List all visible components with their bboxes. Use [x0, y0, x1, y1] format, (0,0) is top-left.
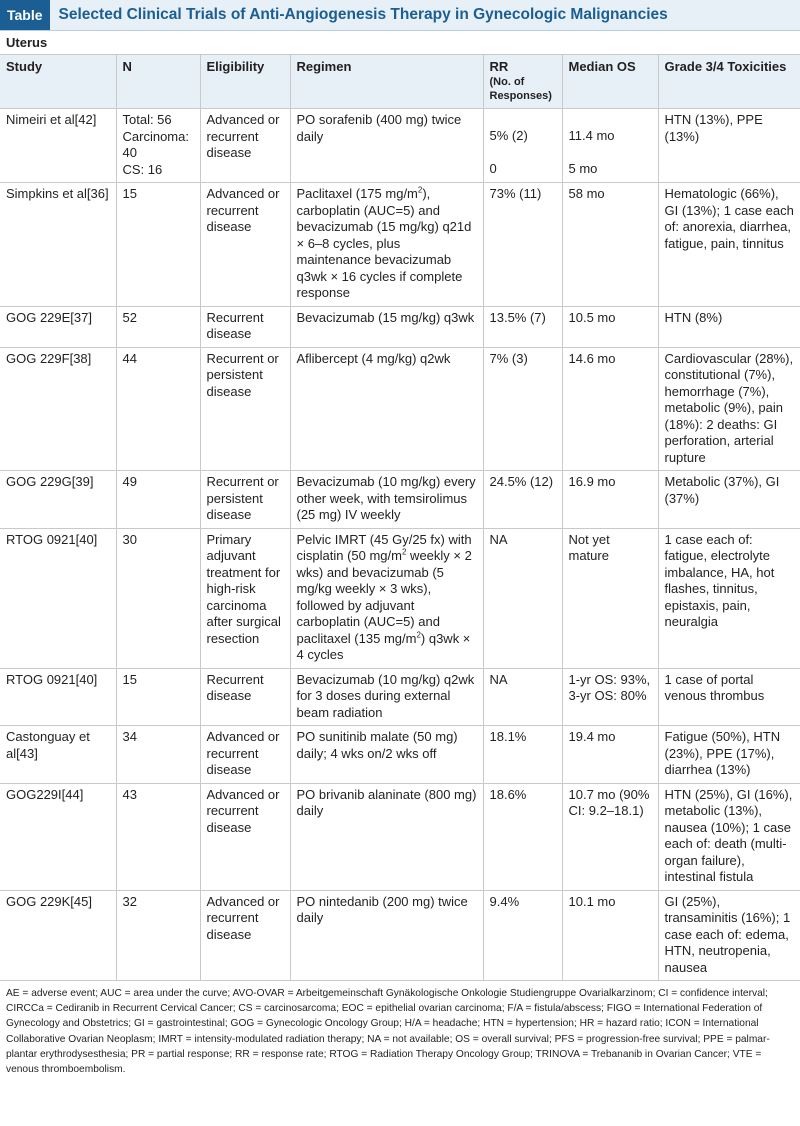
col-header-n: N [116, 55, 200, 109]
cell-rr: 9.4% [483, 890, 562, 981]
table-row [0, 890, 800, 981]
cell-n: 52 [116, 306, 200, 347]
col-header-eligibility: Eligibility [200, 55, 290, 109]
superscript: 2 [417, 185, 423, 195]
cell-os-cs: 5 mo [568, 160, 598, 176]
cell-n: 32 [116, 890, 200, 981]
cell-eligibility: Advanced or recurrent disease [200, 109, 290, 183]
cell-regimen: Aflibercept (4 mg/kg) q2wk [290, 347, 483, 471]
cell-regimen [290, 528, 483, 668]
cell-rr-cs: 0 [489, 160, 497, 176]
cell-eligibility: Recurrent or persistent disease [200, 471, 290, 529]
cell-tox: Fatigue (50%), HTN (23%), PPE (17%), diarrhea (13%) [658, 726, 800, 784]
cell-os-carcinoma: 11.4 mo [568, 128, 615, 143]
regimen-text: Paclitaxel (175 mg/m [296, 186, 418, 201]
cell-study: Simpkins et al[36] [0, 183, 116, 307]
cell-n: 15 [116, 668, 200, 726]
col-header-os: Median OS [562, 55, 658, 109]
col-header-rr [483, 55, 562, 109]
cell-rr: NA [483, 668, 562, 726]
cell-regimen: PO sunitinib malate (50 mg) daily; 4 wks on/2 wks off [290, 726, 483, 784]
cell-n: 15 [116, 183, 200, 307]
table-row [0, 306, 800, 347]
cell-study: GOG 229F[38] [0, 347, 116, 471]
cell-n: 34 [116, 726, 200, 784]
cell-eligibility: Recurrent or persistent disease [200, 347, 290, 471]
cell-os: Not yet mature [562, 528, 658, 668]
cell-tox: HTN (25%), GI (16%), metabolic (13%), nausea (10%); 1 case each of: death (multi-organ failure), intestinal fistula [658, 783, 800, 890]
cell-n: 43 [116, 783, 200, 890]
cell-study: GOG 229G[39] [0, 471, 116, 529]
cell-rr: 7% (3) [483, 347, 562, 471]
table-title-bar [0, 0, 800, 31]
cell-os: 10.1 mo [562, 890, 658, 981]
cell-eligibility: Recurrent disease [200, 306, 290, 347]
abbreviations-footnote: AE = adverse event; AUC = area under the curve; AVO-OVAR = Arbeitgemeinschaft Gynäkologische Onkologie Studiengruppe Ovarialkarzinom; CI = confidence interval; CIRCCa = Cediranib in Recurrent Cervical Cancer; CS = carcinosarcoma; EOC = epithelial ovarian carcinoma; F/A = fistula/abscess; FIGO = International Federation of Gynecology and Obstetrics; GI = gastrointestinal; GOG = Gynecologic Oncology Group; H/A = headache; HTN = hypertension; HR = hazard ratio; ICON = International Collaborative Ovarian Neoplasm; IMRT = intensity-modulated radiation therapy; NA = not available; OS = overall survival; PFS = progression-free survival; PPE = palmar-plantar erythrodysesthesia; PR = partial response; RR = response rate; RTOG = Radiation Therapy Oncology Group; TRINOVA = Trebananib in Ovarian Cancer; VTE = venous thromboembolism. [6, 988, 770, 1076]
col-header-study: Study [0, 55, 116, 109]
table-row [0, 471, 800, 529]
cell-n-cs: CS: 16 [122, 161, 163, 177]
table-row [0, 783, 800, 890]
trials-table [0, 55, 800, 981]
table-row [0, 109, 800, 183]
cell-study: GOG229I[44] [0, 783, 116, 890]
regimen-text: ), carboplatin (AUC=5) and bevacizumab (15 mg/kg) q21d × 6–8 cycles, plus maintenance bevacizumab q3wk × 16 cycles if complete response [296, 186, 472, 300]
cell-tox: 1 case of portal venous thrombus [658, 668, 800, 726]
cell-os-3yr: 3-yr OS: 80% [568, 688, 647, 703]
regimen-text: ) q3wk × 4 cycles [296, 630, 471, 662]
cell-os: 14.6 mo [562, 347, 658, 471]
cell-tox: HTN (13%), PPE (13%) [658, 109, 800, 183]
cell-os: 10.5 mo [562, 306, 658, 347]
table-header-row [0, 55, 800, 109]
superscript: 2 [416, 630, 421, 640]
cell-n [116, 109, 200, 183]
cell-tox: 1 case each of: fatigue, electrolyte imbalance, HA, hot flashes, tinnitus, epistaxis, pain, neuralgia [658, 528, 800, 668]
cell-rr-carcinoma: 5% (2) [489, 128, 528, 143]
cell-rr: 24.5% (12) [483, 471, 562, 529]
cell-os [562, 668, 658, 726]
regimen-text: Pelvic IMRT (45 Gy/25 fx) with cisplatin (50 mg/m [296, 531, 472, 563]
cell-n: 30 [116, 528, 200, 668]
cell-regimen: Bevacizumab (15 mg/kg) q3wk [290, 306, 483, 347]
cell-regimen: Bevacizumab (10 mg/kg) q2wk for 3 doses during external beam radiation [290, 668, 483, 726]
table-row [0, 183, 800, 307]
regimen-text: weekly × 2 wks) and bevacizumab (5 mg/kg weekly × 3 wks), followed by adjuvant carboplatin (AUC=5) and paclitaxel (135 mg/m [296, 548, 472, 646]
cell-eligibility: Advanced or recurrent disease [200, 726, 290, 784]
cell-eligibility: Advanced or recurrent disease [200, 890, 290, 981]
table-row [0, 528, 800, 668]
cell-tox: GI (25%), transaminitis (16%); 1 case each of: edema, HTN, neutropenia, nausea [658, 890, 800, 981]
col-header-tox: Grade 3/4 Toxicities [658, 55, 800, 109]
cell-tox: Metabolic (37%), GI (37%) [658, 471, 800, 529]
cell-rr: 18.1% [483, 726, 562, 784]
cell-study: GOG 229E[37] [0, 306, 116, 347]
cell-n: 49 [116, 471, 200, 529]
cell-regimen: PO nintedanib (200 mg) twice daily [290, 890, 483, 981]
cell-eligibility: Advanced or recurrent disease [200, 783, 290, 890]
table-row [0, 347, 800, 471]
cell-os [562, 109, 658, 183]
section-heading-uterus: Uterus [0, 31, 800, 55]
table-row [0, 668, 800, 726]
cell-eligibility: Primary adjuvant treatment for high-risk carcinoma after surgical resection [200, 528, 290, 668]
cell-regimen: Bevacizumab (10 mg/kg) every other week, with temsirolimus (25 mg) IV weekly [290, 471, 483, 529]
table-tag: Table [0, 0, 50, 30]
cell-eligibility: Recurrent disease [200, 668, 290, 726]
table-row [0, 726, 800, 784]
cell-rr: NA [483, 528, 562, 668]
col-header-rr-label: RR [489, 59, 509, 74]
cell-n: 44 [116, 347, 200, 471]
cell-n-total: Total: 56 Carcinoma: 40 [122, 112, 189, 160]
cell-rr [483, 109, 562, 183]
cell-tox: Hematologic (66%), GI (13%); 1 case each of: anorexia, diarrhea, fatigue, pain, tinnitus [658, 183, 800, 307]
col-header-regimen: Regimen [290, 55, 483, 109]
cell-os-1yr: 1-yr OS: 93%, [568, 671, 651, 687]
cell-os: 10.7 mo (90% CI: 9.2–18.1) [562, 783, 658, 890]
cell-study: RTOG 0921[40] [0, 668, 116, 726]
cell-study: RTOG 0921[40] [0, 528, 116, 668]
cell-os: 58 mo [562, 183, 658, 307]
col-header-rr-sub: (No. of Responses) [489, 76, 552, 102]
cell-tox: HTN (8%) [658, 306, 800, 347]
cell-rr: 18.6% [483, 783, 562, 890]
cell-rr: 13.5% (7) [483, 306, 562, 347]
cell-study: Castonguay et al[43] [0, 726, 116, 784]
cell-study: GOG 229K[45] [0, 890, 116, 981]
superscript: 2 [401, 547, 407, 557]
cell-study: Nimeiri et al[42] [0, 109, 116, 183]
cell-regimen [290, 183, 483, 307]
cell-tox: Cardiovascular (28%), constitutional (7%), hemorrhage (7%), metabolic (9%), pain (18%): 2 deaths: GI perforation, arterial rupture [658, 347, 800, 471]
table-title: Selected Clinical Trials of Anti-Angiogenesis Therapy in Gynecologic Malignancies [58, 6, 668, 23]
cell-regimen: PO brivanib alaninate (800 mg) daily [290, 783, 483, 890]
cell-eligibility: Advanced or recurrent disease [200, 183, 290, 307]
cell-os: 19.4 mo [562, 726, 658, 784]
cell-regimen: PO sorafenib (400 mg) twice daily [290, 109, 483, 183]
cell-os: 16.9 mo [562, 471, 658, 529]
cell-rr: 73% (11) [483, 183, 562, 307]
